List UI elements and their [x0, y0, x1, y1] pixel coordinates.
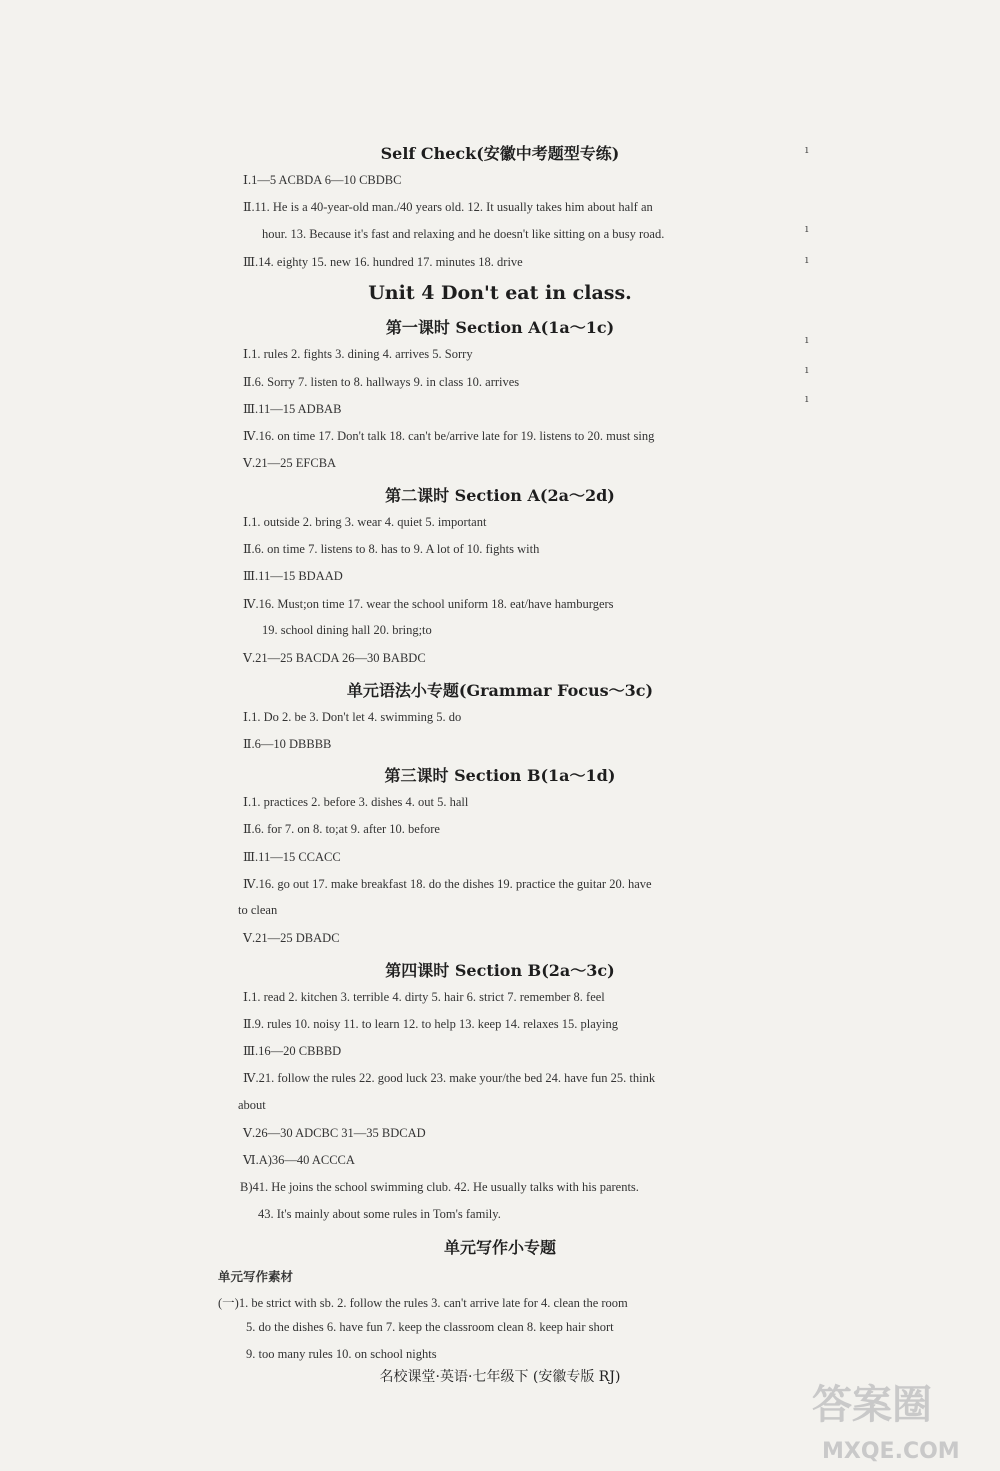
page-footer: 名校课堂·英语·七年级下 (安徽专版 RJ) — [379, 1369, 621, 1385]
answer-line: Ⅳ.16. on time 17. Don't talk 18. can't be/arrive late for 19. listens to 20. must sing — [243, 429, 655, 443]
answer-line: Ⅳ.16. Must;on time 17. wear the school uniform 18. eat/have hamburgers — [243, 597, 614, 611]
answer-line: 5. do the dishes 6. have fun 7. keep the classroom clean 8. keep hair short — [246, 1320, 614, 1334]
answer-line: Ⅴ.21—25 EFCBA — [243, 456, 337, 470]
answer-line: Ⅰ.1. read 2. kitchen 3. terrible 4. dirty 5. hair 6. strict 7. remember 8. feel — [243, 990, 605, 1004]
answer-line: Ⅲ.11—15 BDAAD — [243, 569, 343, 583]
answer-line: Ⅴ.26—30 ADCBC 31—35 BDCAD — [243, 1126, 426, 1140]
answer-line: Ⅱ.6. Sorry 7. listen to 8. hallways 9. in class 10. arrives — [243, 375, 520, 389]
answer-line: Ⅰ.1. outside 2. bring 3. wear 4. quiet 5. important — [243, 515, 487, 529]
margin-tick: ı — [805, 333, 809, 346]
answer-line: 19. school dining hall 20. bring;to — [262, 623, 432, 637]
section-title: 第二课时 Section A(2a～2d) — [385, 486, 615, 505]
answer-line: Ⅱ.6. for 7. on 8. to;at 9. after 10. before — [243, 822, 440, 836]
margin-tick: ı — [805, 143, 809, 156]
answer-line: Ⅱ.6. on time 7. listens to 8. has to 9. A lot of 10. fights with — [243, 542, 540, 556]
margin-tick: ı — [805, 363, 809, 376]
answer-line: about — [238, 1098, 266, 1112]
answer-line: Ⅴ.21—25 BACDA 26—30 BABDC — [243, 651, 426, 665]
section-title: 单元语法小专题(Grammar Focus～3c) — [346, 681, 654, 700]
answer-line: Ⅰ.1. rules 2. fights 3. dining 4. arrives 5. Sorry — [243, 347, 473, 361]
section-title: 第三课时 Section B(1a～1d) — [384, 766, 616, 785]
section-title: 第四课时 Section B(2a～3c) — [385, 961, 615, 980]
answer-line: Ⅰ.1—5 ACBDA 6—10 CBDBC — [243, 173, 402, 187]
margin-tick: ı — [805, 253, 809, 266]
answer-line: Ⅵ.A)36—40 ACCCA — [243, 1153, 355, 1167]
writing-subtitle: 单元写作素材 — [218, 1270, 294, 1284]
answer-line: to clean — [238, 903, 278, 917]
answer-line: Ⅰ.1. practices 2. before 3. dishes 4. out 5. hall — [243, 795, 469, 809]
answer-line: 9. too many rules 10. on school nights — [246, 1347, 437, 1361]
answer-line: Ⅲ.11—15 CCACC — [243, 850, 341, 864]
answer-line: Ⅱ.6—10 DBBBB — [243, 737, 332, 751]
margin-tick: ı — [805, 392, 809, 405]
answer-line: (一)1. be strict with sb. 2. follow the rules 3. can't arrive late for 4. clean the room — [218, 1296, 628, 1310]
margin-tick: ı — [805, 222, 809, 235]
watermark-text-cn: 答案圈 — [812, 1382, 932, 1428]
answer-line: Ⅰ.1. Do 2. be 3. Don't let 4. swimming 5. do — [243, 710, 462, 724]
self-check-title: Self Check(安徽中考题型专练) — [380, 144, 620, 163]
writing-title: 单元写作小专题 — [443, 1238, 556, 1257]
watermark-logo — [808, 1372, 988, 1464]
answer-line: 43. It's mainly about some rules in Tom's family. — [258, 1207, 501, 1221]
section-title: 第一课时 Section A(1a～1c) — [385, 318, 615, 337]
answer-line: Ⅱ.9. rules 10. noisy 11. to learn 12. to help 13. keep 14. relaxes 15. playing — [243, 1017, 618, 1031]
watermark-text-en: MXQE.COM — [822, 1439, 960, 1464]
answer-line: Ⅲ.14. eighty 15. new 16. hundred 17. minutes 18. drive — [243, 255, 523, 269]
answer-line: B)41. He joins the school swimming club. 42. He usually talks with his parents. — [240, 1180, 639, 1194]
unit-title: Unit 4 Don't eat in class. — [368, 282, 632, 304]
answer-line: Ⅳ.21. follow the rules 22. good luck 23. make your/the bed 24. have fun 25. think — [243, 1071, 656, 1085]
answer-line: hour. 13. Because it's fast and relaxing and he doesn't like sitting on a busy road. — [262, 227, 665, 241]
answer-line: Ⅳ.16. go out 17. make breakfast 18. do the dishes 19. practice the guitar 20. have — [243, 877, 652, 891]
answer-line: Ⅲ.11—15 ADBAB — [243, 402, 342, 416]
answer-line: Ⅴ.21—25 DBADC — [243, 931, 340, 945]
answer-line: Ⅲ.16—20 CBBBD — [243, 1044, 342, 1058]
answer-line: Ⅱ.11. He is a 40-year-old man./40 years old. 12. It usually takes him about half an — [243, 200, 653, 214]
